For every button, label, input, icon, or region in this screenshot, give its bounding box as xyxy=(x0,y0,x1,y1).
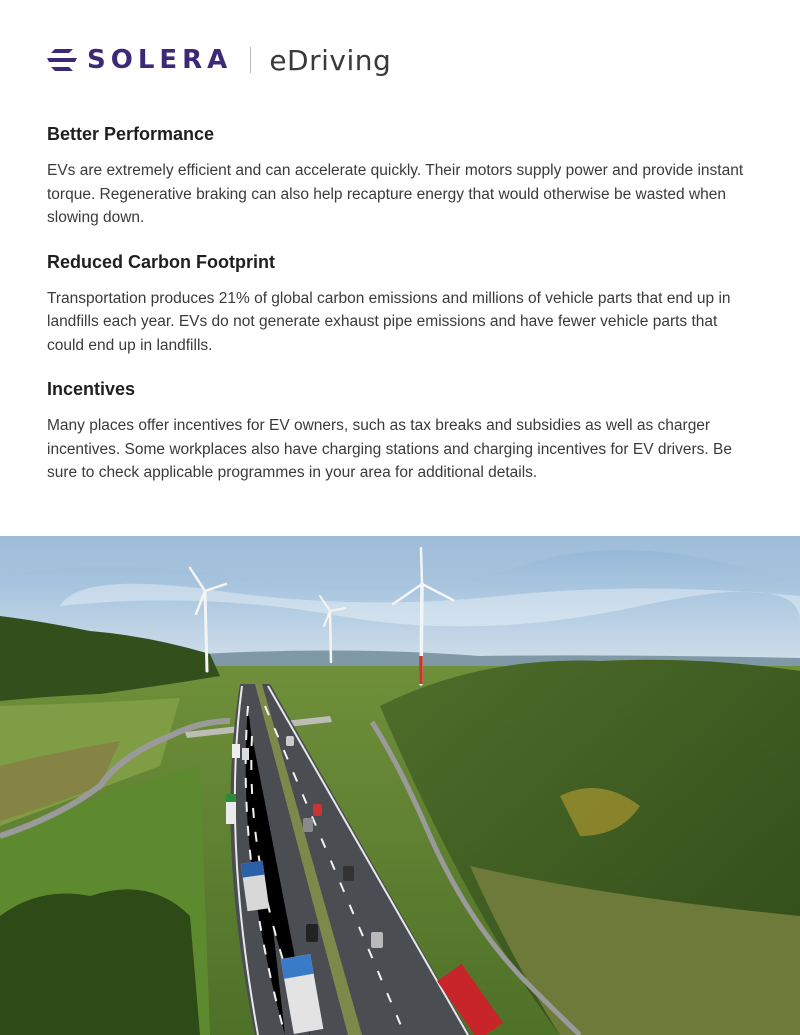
header xyxy=(47,40,391,80)
section-incentives xyxy=(47,379,757,485)
highway-wind-turbines-photo xyxy=(0,536,800,1035)
section-heading: Reduced Carbon Footprint xyxy=(47,251,275,272)
section-reduced-carbon-footprint xyxy=(47,252,757,358)
section-heading: Better Performance xyxy=(47,124,215,144)
section-body: Many places offer incentives for EV owners, such as tax breaks and subsidies as well as charger incentives. Some workplaces also have charging stations and charging incentives for EV drivers. Be sure to check applicable programmes in your area for additional details. xyxy=(47,417,732,481)
section-body: EVs are extremely efficient and can accelerate quickly. Their motors supply power and provide instant torque. Regenerative braking can also help recapture energy that would otherwise be wasted when slowing down. xyxy=(47,162,744,226)
section-better-performance xyxy=(47,124,757,230)
section-body: Transportation produces 21% of global carbon emissions and millions of vehicle parts that end up in landfills each year. EVs do not generate exhaust pipe emissions and have fewer vehicle parts that could end up in landfills. xyxy=(47,289,731,354)
solera-logo-icon xyxy=(47,47,77,73)
product-name: eDriving xyxy=(269,43,392,77)
brand-name: SOLERA xyxy=(87,45,233,75)
brand-divider xyxy=(250,47,251,73)
article-content xyxy=(47,124,757,507)
section-heading: Incentives xyxy=(47,379,136,399)
